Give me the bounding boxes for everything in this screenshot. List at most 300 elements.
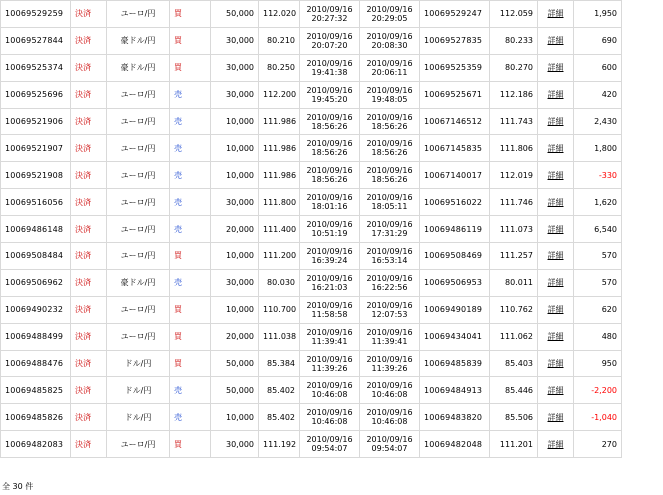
detail-link[interactable]: 詳細 xyxy=(547,90,564,100)
close-rate: 111.806 xyxy=(490,135,538,162)
date-text: 2010/09/16 xyxy=(366,220,413,230)
time-text: 18:56:26 xyxy=(371,121,408,131)
table-row xyxy=(1,54,622,81)
close-order-id: 10069483820 xyxy=(420,404,490,431)
date-text: 2010/09/16 xyxy=(306,31,353,41)
order-id: 10069485826 xyxy=(1,404,71,431)
trade-type: 決済 xyxy=(71,189,107,216)
close-order-id: 10069485839 xyxy=(420,350,490,377)
order-id: 10069488476 xyxy=(1,350,71,377)
close-rate: 80.270 xyxy=(490,54,538,81)
time-text: 10:46:08 xyxy=(371,390,408,400)
currency-pair: 豪ドル/円 xyxy=(107,27,170,54)
trade-type: 決済 xyxy=(71,108,107,135)
date-text: 2010/09/16 xyxy=(366,300,413,310)
detail-link[interactable]: 詳細 xyxy=(547,117,564,126)
detail-link[interactable]: 詳細 xyxy=(547,332,564,342)
open-datetime xyxy=(300,189,360,216)
close-order-id: 10069525671 xyxy=(420,81,490,108)
close-datetime xyxy=(360,243,420,270)
close-order-id: 10067146512 xyxy=(420,108,490,135)
trade-type: 決済 xyxy=(71,269,107,296)
trade-type: 決済 xyxy=(71,162,107,189)
detail-cell xyxy=(538,27,574,54)
trade-quantity: 30,000 xyxy=(211,269,259,296)
date-text: 2010/09/16 xyxy=(306,85,353,95)
time-text: 20:07:20 xyxy=(311,40,348,50)
open-rate: 85.402 xyxy=(259,377,300,404)
time-text: 16:53:14 xyxy=(371,255,408,265)
open-rate: 80.030 xyxy=(259,269,300,296)
currency-pair: ドル/円 xyxy=(107,377,170,404)
time-text: 20:08:30 xyxy=(371,40,408,50)
table-row xyxy=(1,431,622,458)
open-datetime xyxy=(300,296,360,323)
detail-cell xyxy=(538,189,574,216)
close-rate: 111.743 xyxy=(490,108,538,135)
detail-link[interactable]: 詳細 xyxy=(547,359,564,369)
order-id: 10069525374 xyxy=(1,54,71,81)
open-datetime xyxy=(300,323,360,350)
close-datetime xyxy=(360,216,420,243)
profit-loss: 690 xyxy=(574,27,622,54)
close-datetime xyxy=(360,81,420,108)
profit-loss: 480 xyxy=(574,323,622,350)
date-text: 2010/09/16 xyxy=(366,327,413,337)
close-rate: 111.257 xyxy=(490,243,538,270)
order-id: 10069521908 xyxy=(1,162,71,189)
profit-loss: -330 xyxy=(574,162,622,189)
open-rate: 111.986 xyxy=(259,162,300,189)
trade-type: 決済 xyxy=(71,1,107,28)
profit-loss: 570 xyxy=(574,269,622,296)
time-text: 11:39:41 xyxy=(371,336,408,346)
profit-loss: 6,540 xyxy=(574,216,622,243)
detail-cell xyxy=(538,377,574,404)
trade-quantity: 20,000 xyxy=(211,323,259,350)
date-text: 2010/09/16 xyxy=(306,300,353,310)
detail-link[interactable]: 詳細 xyxy=(547,224,564,234)
trade-type: 決済 xyxy=(71,135,107,162)
detail-link[interactable]: 詳細 xyxy=(547,278,564,288)
time-text: 17:31:29 xyxy=(371,229,408,239)
close-datetime xyxy=(360,54,420,81)
detail-link[interactable]: 詳細 xyxy=(547,63,564,73)
close-datetime xyxy=(360,323,420,350)
detail-cell xyxy=(538,54,574,81)
time-text: 20:27:32 xyxy=(311,13,348,23)
date-text: 2010/09/16 xyxy=(306,139,353,149)
open-datetime xyxy=(300,27,360,54)
detail-cell xyxy=(538,431,574,458)
order-id: 10069516056 xyxy=(1,189,71,216)
close-rate: 80.011 xyxy=(490,269,538,296)
trade-type: 決済 xyxy=(71,81,107,108)
date-text: 2010/09/16 xyxy=(366,193,413,203)
open-datetime xyxy=(300,216,360,243)
time-text: 18:01:16 xyxy=(311,202,348,212)
table-row xyxy=(1,269,622,296)
order-id: 10069521907 xyxy=(1,135,71,162)
close-rate: 111.062 xyxy=(490,323,538,350)
close-order-id: 10069484913 xyxy=(420,377,490,404)
detail-link[interactable]: 詳細 xyxy=(547,305,564,315)
open-rate: 111.038 xyxy=(259,323,300,350)
profit-loss: 2,430 xyxy=(574,108,622,135)
table-row xyxy=(1,162,622,189)
detail-link[interactable]: 詳細 xyxy=(547,439,564,449)
close-order-id: 10069486119 xyxy=(420,216,490,243)
detail-cell xyxy=(538,323,574,350)
table-row xyxy=(1,1,622,28)
profit-loss: 950 xyxy=(574,350,622,377)
close-datetime xyxy=(360,27,420,54)
date-text: 2010/09/16 xyxy=(306,4,353,14)
close-rate: 85.446 xyxy=(490,377,538,404)
date-text: 2010/09/16 xyxy=(366,139,413,149)
date-text: 2010/09/16 xyxy=(306,381,353,391)
close-rate: 80.233 xyxy=(490,27,538,54)
close-datetime xyxy=(360,296,420,323)
trade-side: 売 xyxy=(170,189,211,216)
trade-quantity: 10,000 xyxy=(211,162,259,189)
detail-link[interactable]: 詳細 xyxy=(547,385,564,395)
table-row xyxy=(1,323,622,350)
date-text: 2010/09/16 xyxy=(306,166,353,176)
trade-side: 買 xyxy=(170,296,211,323)
close-datetime xyxy=(360,431,420,458)
time-text: 18:56:26 xyxy=(311,175,348,185)
trade-quantity: 30,000 xyxy=(211,27,259,54)
trade-quantity: 10,000 xyxy=(211,296,259,323)
open-datetime xyxy=(300,81,360,108)
close-rate: 85.403 xyxy=(490,350,538,377)
currency-pair: ユーロ/円 xyxy=(107,243,170,270)
trade-quantity: 50,000 xyxy=(211,377,259,404)
time-text: 18:56:26 xyxy=(371,148,408,158)
currency-pair: ユーロ/円 xyxy=(107,189,170,216)
order-id: 10069490232 xyxy=(1,296,71,323)
table-row xyxy=(1,135,622,162)
date-text: 2010/09/16 xyxy=(366,4,413,14)
time-text: 20:29:05 xyxy=(371,13,408,23)
profit-loss: 600 xyxy=(574,54,622,81)
time-text: 10:46:08 xyxy=(311,390,348,400)
trade-side: 売 xyxy=(170,216,211,243)
table-row xyxy=(1,27,622,54)
trade-side: 売 xyxy=(170,377,211,404)
order-id: 10069482083 xyxy=(1,431,71,458)
profit-loss: 420 xyxy=(574,81,622,108)
table-row xyxy=(1,404,622,431)
profit-loss: 1,800 xyxy=(574,135,622,162)
open-datetime xyxy=(300,108,360,135)
open-datetime xyxy=(300,404,360,431)
date-text: 2010/09/16 xyxy=(366,246,413,256)
trade-quantity: 30,000 xyxy=(211,54,259,81)
trade-side: 買 xyxy=(170,1,211,28)
time-text: 18:05:11 xyxy=(371,202,408,212)
detail-link[interactable]: 詳細 xyxy=(547,9,564,19)
profit-loss: -2,200 xyxy=(574,377,622,404)
currency-pair: ユーロ/円 xyxy=(107,162,170,189)
open-rate: 112.020 xyxy=(259,1,300,28)
time-text: 16:39:24 xyxy=(311,255,348,265)
trade-type: 決済 xyxy=(71,431,107,458)
order-id: 10069506962 xyxy=(1,269,71,296)
open-datetime xyxy=(300,377,360,404)
trade-type: 決済 xyxy=(71,404,107,431)
date-text: 2010/09/16 xyxy=(366,112,413,122)
date-text: 2010/09/16 xyxy=(306,246,353,256)
detail-cell xyxy=(538,135,574,162)
order-id: 10069529259 xyxy=(1,1,71,28)
trade-quantity: 10,000 xyxy=(211,135,259,162)
order-id: 10069488499 xyxy=(1,323,71,350)
order-id: 10069525696 xyxy=(1,81,71,108)
currency-pair: ユーロ/円 xyxy=(107,296,170,323)
time-text: 11:39:26 xyxy=(311,363,348,373)
close-order-id: 10069525359 xyxy=(420,54,490,81)
profit-loss: -1,040 xyxy=(574,404,622,431)
order-id: 10069485825 xyxy=(1,377,71,404)
open-rate: 111.986 xyxy=(259,135,300,162)
order-id: 10069508484 xyxy=(1,243,71,270)
profit-loss: 270 xyxy=(574,431,622,458)
close-order-id: 10069434041 xyxy=(420,323,490,350)
trade-side: 売 xyxy=(170,269,211,296)
time-text: 11:39:41 xyxy=(311,336,348,346)
close-order-id: 10069516022 xyxy=(420,189,490,216)
close-rate: 111.746 xyxy=(490,189,538,216)
detail-cell xyxy=(538,216,574,243)
detail-cell xyxy=(538,162,574,189)
trade-quantity: 50,000 xyxy=(211,1,259,28)
close-rate: 112.186 xyxy=(490,81,538,108)
date-text: 2010/09/16 xyxy=(366,58,413,68)
trade-side: 買 xyxy=(170,54,211,81)
detail-cell xyxy=(538,243,574,270)
date-text: 2010/09/16 xyxy=(366,381,413,391)
detail-cell xyxy=(538,350,574,377)
trade-table-body xyxy=(1,1,622,458)
trade-type: 決済 xyxy=(71,54,107,81)
time-text: 20:06:11 xyxy=(371,67,408,77)
trade-side: 売 xyxy=(170,81,211,108)
date-text: 2010/09/16 xyxy=(306,193,353,203)
open-rate: 111.800 xyxy=(259,189,300,216)
order-id: 10069521906 xyxy=(1,108,71,135)
close-rate: 111.201 xyxy=(490,431,538,458)
open-rate: 112.200 xyxy=(259,81,300,108)
profit-loss: 1,950 xyxy=(574,1,622,28)
currency-pair: ユーロ/円 xyxy=(107,1,170,28)
date-text: 2010/09/16 xyxy=(366,354,413,364)
date-text: 2010/09/16 xyxy=(366,85,413,95)
detail-link[interactable]: 詳細 xyxy=(547,412,564,422)
close-datetime xyxy=(360,162,420,189)
currency-pair: ユーロ/円 xyxy=(107,81,170,108)
time-text: 18:56:26 xyxy=(311,121,348,131)
trade-quantity: 10,000 xyxy=(211,404,259,431)
trade-type: 決済 xyxy=(71,350,107,377)
date-text: 2010/09/16 xyxy=(366,31,413,41)
date-text: 2010/09/16 xyxy=(306,327,353,337)
open-rate: 85.402 xyxy=(259,404,300,431)
trade-type: 決済 xyxy=(71,216,107,243)
close-datetime xyxy=(360,404,420,431)
open-rate: 111.986 xyxy=(259,108,300,135)
trade-quantity: 30,000 xyxy=(211,81,259,108)
detail-link[interactable]: 詳細 xyxy=(547,197,564,207)
total-count: 全 30 件 xyxy=(2,482,34,491)
open-rate: 110.700 xyxy=(259,296,300,323)
profit-loss: 570 xyxy=(574,243,622,270)
open-rate: 80.250 xyxy=(259,54,300,81)
open-datetime xyxy=(300,350,360,377)
currency-pair: 豪ドル/円 xyxy=(107,54,170,81)
currency-pair: ドル/円 xyxy=(107,350,170,377)
detail-link[interactable]: 詳細 xyxy=(547,143,564,153)
date-text: 2010/09/16 xyxy=(366,435,413,445)
trade-side: 売 xyxy=(170,162,211,189)
time-text: 11:39:26 xyxy=(371,363,408,373)
detail-cell xyxy=(538,404,574,431)
trade-type: 決済 xyxy=(71,377,107,404)
order-id: 10069527844 xyxy=(1,27,71,54)
time-text: 19:48:05 xyxy=(371,94,408,104)
table-row xyxy=(1,81,622,108)
open-datetime xyxy=(300,54,360,81)
currency-pair: ユーロ/円 xyxy=(107,323,170,350)
trade-type: 決済 xyxy=(71,243,107,270)
trade-quantity: 30,000 xyxy=(211,431,259,458)
close-rate: 111.073 xyxy=(490,216,538,243)
detail-cell xyxy=(538,296,574,323)
time-text: 16:21:03 xyxy=(311,282,348,292)
trade-side: 買 xyxy=(170,323,211,350)
close-datetime xyxy=(360,108,420,135)
trade-quantity: 10,000 xyxy=(211,243,259,270)
close-datetime xyxy=(360,269,420,296)
currency-pair: ユーロ/円 xyxy=(107,431,170,458)
currency-pair: ドル/円 xyxy=(107,404,170,431)
trade-side: 売 xyxy=(170,135,211,162)
profit-loss: 1,620 xyxy=(574,189,622,216)
profit-loss: 620 xyxy=(574,296,622,323)
date-text: 2010/09/16 xyxy=(306,273,353,283)
trade-quantity: 20,000 xyxy=(211,216,259,243)
trade-side: 売 xyxy=(170,404,211,431)
close-rate: 112.059 xyxy=(490,1,538,28)
close-datetime xyxy=(360,189,420,216)
currency-pair: ユーロ/円 xyxy=(107,216,170,243)
currency-pair: 豪ドル/円 xyxy=(107,269,170,296)
table-row xyxy=(1,189,622,216)
close-datetime xyxy=(360,135,420,162)
time-text: 18:56:26 xyxy=(311,148,348,158)
time-text: 18:56:26 xyxy=(371,175,408,185)
close-rate: 110.762 xyxy=(490,296,538,323)
order-id: 10069486148 xyxy=(1,216,71,243)
time-text: 10:46:08 xyxy=(311,417,348,427)
time-text: 16:22:56 xyxy=(371,282,408,292)
close-order-id: 10069482048 xyxy=(420,431,490,458)
table-row xyxy=(1,350,622,377)
trade-side: 売 xyxy=(170,108,211,135)
open-datetime xyxy=(300,243,360,270)
trade-side: 買 xyxy=(170,27,211,54)
open-datetime xyxy=(300,1,360,28)
trade-type: 決済 xyxy=(71,323,107,350)
trade-side: 買 xyxy=(170,431,211,458)
date-text: 2010/09/16 xyxy=(306,58,353,68)
currency-pair: ユーロ/円 xyxy=(107,108,170,135)
close-order-id: 10069490189 xyxy=(420,296,490,323)
trade-side: 買 xyxy=(170,243,211,270)
date-text: 2010/09/16 xyxy=(306,408,353,418)
close-order-id: 10069508469 xyxy=(420,243,490,270)
date-text: 2010/09/16 xyxy=(306,112,353,122)
close-datetime xyxy=(360,1,420,28)
open-rate: 111.400 xyxy=(259,216,300,243)
close-datetime xyxy=(360,350,420,377)
detail-cell xyxy=(538,1,574,28)
time-text: 19:41:38 xyxy=(311,67,348,77)
close-order-id: 10069527835 xyxy=(420,27,490,54)
table-row xyxy=(1,216,622,243)
detail-link[interactable]: 詳細 xyxy=(547,170,564,180)
table-row xyxy=(1,243,622,270)
detail-cell xyxy=(538,269,574,296)
time-text: 10:51:19 xyxy=(311,229,348,239)
close-order-id: 10067145835 xyxy=(420,135,490,162)
time-text: 12:07:53 xyxy=(371,309,408,319)
trade-type: 決済 xyxy=(71,296,107,323)
currency-pair: ユーロ/円 xyxy=(107,135,170,162)
time-text: 10:46:08 xyxy=(371,417,408,427)
open-rate: 111.192 xyxy=(259,431,300,458)
date-text: 2010/09/16 xyxy=(306,354,353,364)
trade-quantity: 30,000 xyxy=(211,189,259,216)
time-text: 11:58:58 xyxy=(311,309,348,319)
detail-cell xyxy=(538,108,574,135)
open-datetime xyxy=(300,431,360,458)
time-text: 09:54:07 xyxy=(371,444,408,454)
trade-type: 決済 xyxy=(71,27,107,54)
date-text: 2010/09/16 xyxy=(366,273,413,283)
close-order-id: 10067140017 xyxy=(420,162,490,189)
detail-link[interactable]: 詳細 xyxy=(547,251,564,261)
close-order-id: 10069506953 xyxy=(420,269,490,296)
time-text: 19:45:20 xyxy=(311,94,348,104)
date-text: 2010/09/16 xyxy=(306,220,353,230)
trade-quantity: 10,000 xyxy=(211,108,259,135)
detail-cell xyxy=(538,81,574,108)
date-text: 2010/09/16 xyxy=(366,408,413,418)
table-row xyxy=(1,108,622,135)
open-rate: 80.210 xyxy=(259,27,300,54)
time-text: 09:54:07 xyxy=(311,444,348,454)
trade-quantity: 50,000 xyxy=(211,350,259,377)
close-datetime xyxy=(360,377,420,404)
detail-link[interactable]: 詳細 xyxy=(547,36,564,46)
close-order-id: 10069529247 xyxy=(420,1,490,28)
open-datetime xyxy=(300,162,360,189)
close-rate: 112.019 xyxy=(490,162,538,189)
date-text: 2010/09/16 xyxy=(306,435,353,445)
close-rate: 85.506 xyxy=(490,404,538,431)
